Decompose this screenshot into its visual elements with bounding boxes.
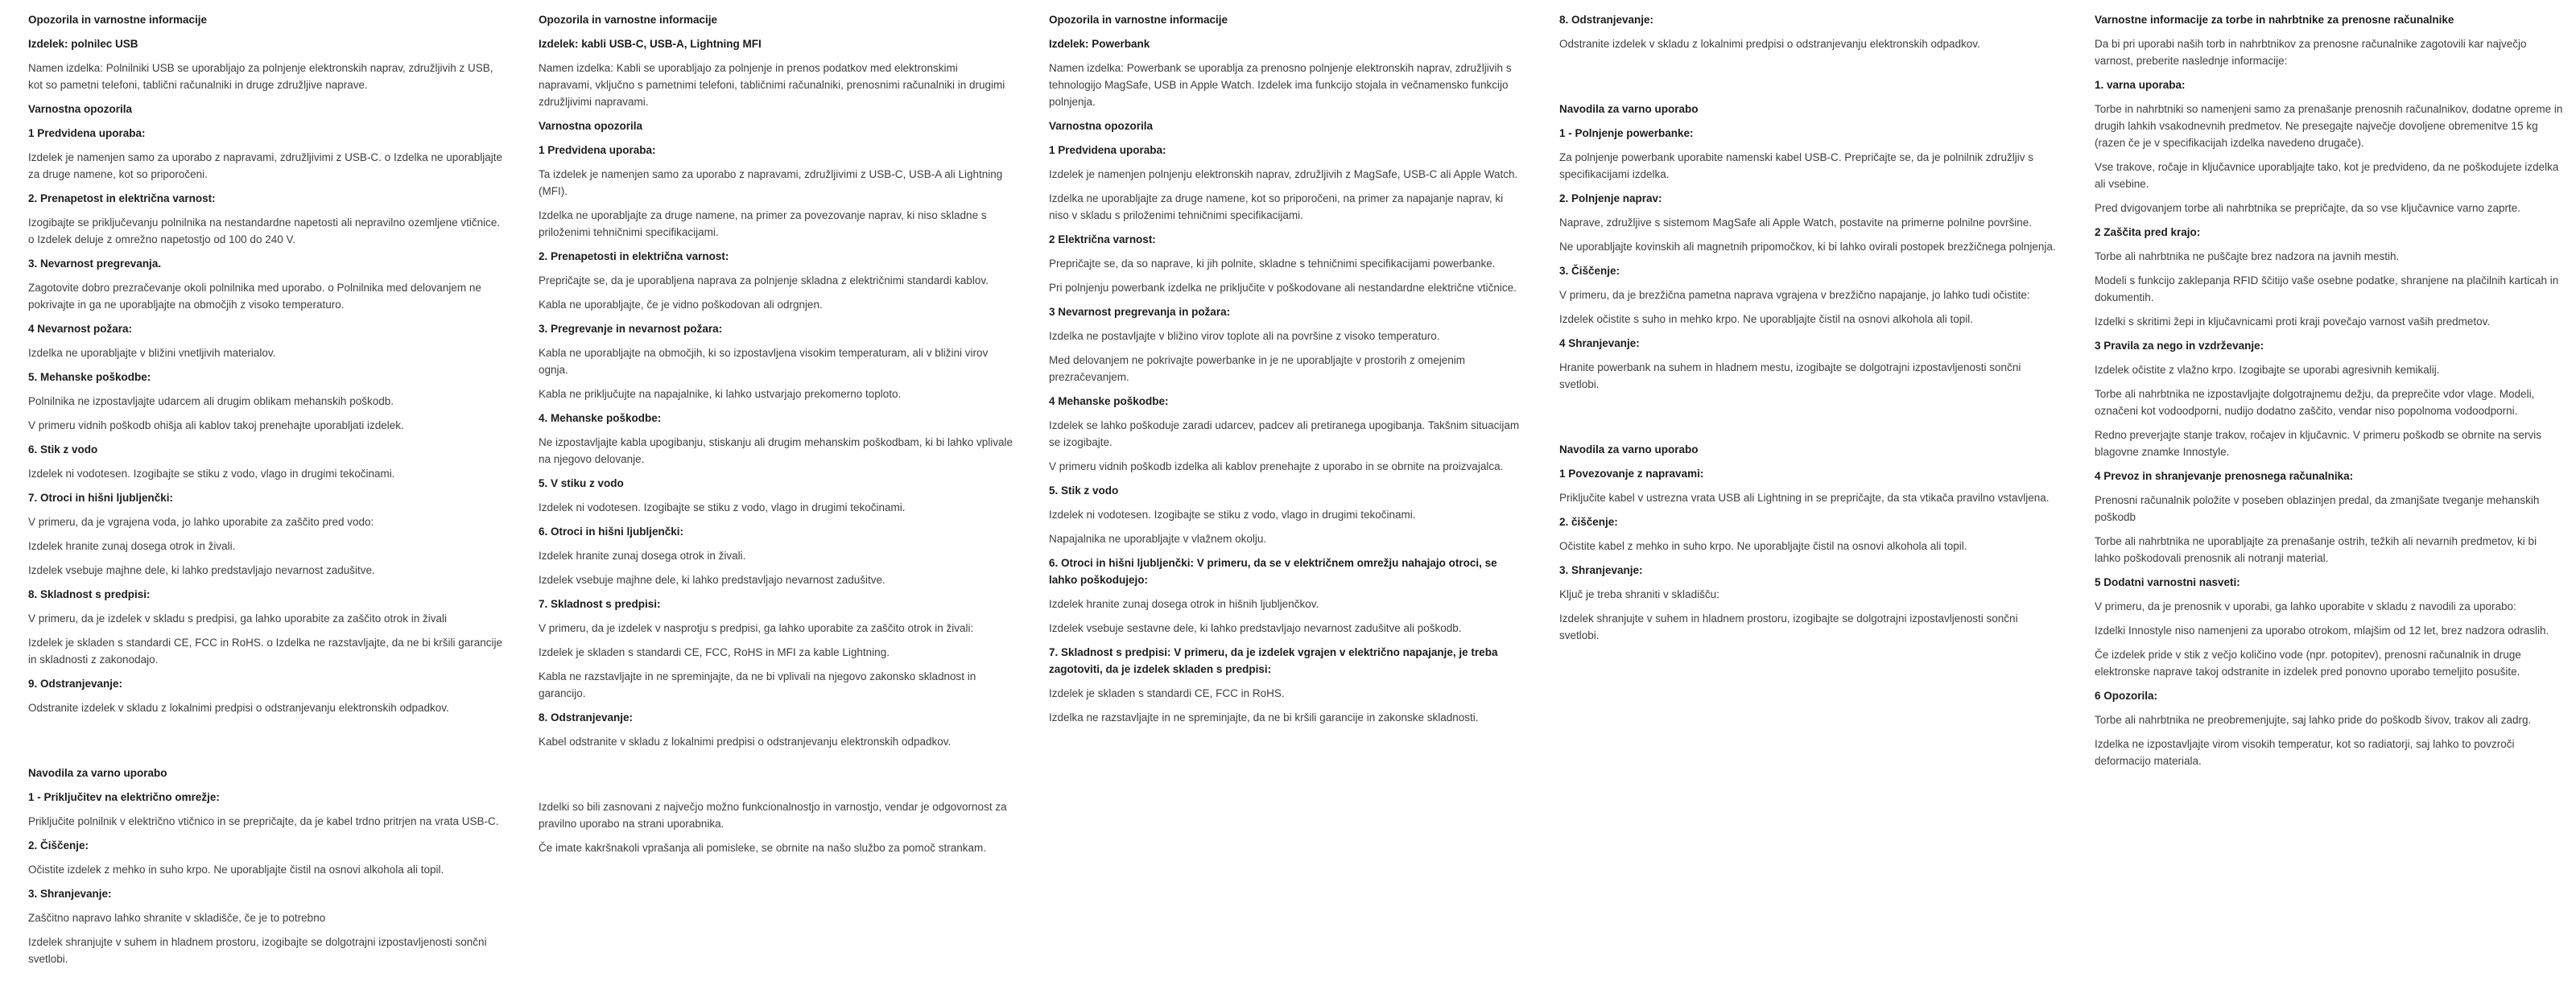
paragraph: Zaščitno napravo lahko shranite v skladišče, če je to potrebno xyxy=(28,912,326,924)
section-heading: 3 Nevarnost pregrevanja in požara: xyxy=(1049,306,1231,318)
section-heading: 4 Shranjevanje: xyxy=(1559,337,1640,349)
section-heading: Navodila za varno uporabo xyxy=(1559,443,1699,456)
paragraph: Izdelek je namenjen polnjenju elektronskih naprav, združljivih z MagSafe, USB-C ali Apple Watch. xyxy=(1049,168,1518,180)
paragraph: Namen izdelka: Powerbank se uporablja za prenosno polnjenje elektronskih naprav, združljivih s tehnologijo MagSafe, USB in Apple Watch. Izdelek ima funkcijo stojala in večnamensko funkcijo polnjenja. xyxy=(1049,62,1512,108)
paragraph: Naprave, združljive s sistemom MagSafe ali Apple Watch, postavite na primerne polnilne površine. xyxy=(1559,216,2033,229)
section-heading: 6. Stik z vodo xyxy=(28,443,98,456)
paragraph: V primeru, da je prenosnik v uporabi, ga lahko uporabite v skladu z navodili za uporabo: xyxy=(2095,600,2516,612)
paragraph: Izdelka ne postavljajte v bližino virov toplote ali na površine z visoko temperaturo. xyxy=(1049,330,1440,342)
section-heading: 5. Mehanske poškodbe: xyxy=(28,371,151,383)
section-heading: Varnostna opozorila xyxy=(1049,120,1154,132)
paragraph: Izdelek hranite zunaj dosega otrok in hišnih ljubljenčkov. xyxy=(1049,598,1319,610)
section-heading: 8. Odstranjevanje: xyxy=(539,711,634,724)
paragraph: Če izdelek pride v stik z večjo količino vode (npr. potopitev), prenosni računalnik in druge elektronske naprave takoj odstranite in izdelek pred ponovno uporabo temeljito posušite. xyxy=(2095,649,2521,678)
section-heading: 1 Predvidena uporaba: xyxy=(539,144,656,156)
section-heading: 5. Stik z vodo xyxy=(1049,484,1119,497)
paragraph: Izdelek vsebuje sestavne dele, ki lahko predstavljajo nevarnost zadušitve ali poškodb. xyxy=(1049,622,1462,634)
column-cables xyxy=(539,11,1014,864)
section-heading: 9. Odstranjevanje: xyxy=(28,678,123,690)
paragraph: Izdelek se lahko poškoduje zaradi udarcev, padcev ali pretiranega upogibanja. Takšnim situacijam se izogibajte. xyxy=(1049,419,1520,448)
section-heading: 3. Shranjevanje: xyxy=(28,888,112,900)
paragraph: Izdelek ni vodotesen. Izogibajte se stiku z vodo, vlago in drugimi tekočinami. xyxy=(1049,509,1416,521)
paragraph: Izdelek shranjujte v suhem in hladnem prostoru, izogibajte se dolgotrajni izpostavljenosti sončni svetlobi. xyxy=(28,936,487,965)
section-heading: 8. Odstranjevanje: xyxy=(1559,14,1654,26)
column-powerbank xyxy=(1049,11,1525,733)
paragraph: Kabla ne razstavljajte in ne spreminjajte, da ne bi vplivali na njegovo zakonsko skladnost in garancijo. xyxy=(539,670,976,699)
paragraph: Izdelek shranjujte v suhem in hladnem prostoru, izogibajte se dolgotrajni izpostavljenosti sončni svetlobi. xyxy=(1559,612,2018,641)
section-heading: 2. Prenapetost in električna varnost: xyxy=(28,192,216,204)
paragraph: Kabla ne uporabljajte, če je vidno poškodovan ali odrgnjen. xyxy=(539,299,823,311)
section-heading: 7. Otroci in hišni ljubljenčki: xyxy=(28,492,174,504)
section-heading: 4 Mehanske poškodbe: xyxy=(1049,395,1169,407)
paragraph: Prepričajte se, da je uporabljena naprava za polnjenje skladna z električnimi standardi kablov. xyxy=(539,274,989,287)
section-heading: Izdelek: polnilec USB xyxy=(28,38,138,50)
paragraph: V primeru, da je izdelek v skladu s predpisi, ga lahko uporabite za zaščito otrok in živali xyxy=(28,612,448,625)
paragraph: Namen izdelka: Polnilniki USB se uporabljajo za polnjenje elektronskih naprav, združljivih z USB, kot so pametni telefoni, tablični računalniki in druge združljive naprave. xyxy=(28,62,493,91)
paragraph: Ne izpostavljajte kabla upogibanju, stiskanju ali drugim mehanskim poškodbam, ki bi lahko vplivale na njegovo delovanje. xyxy=(539,436,1013,465)
paragraph: Priključite polnilnik v električno vtičnico in se prepričajte, da je kabel trdno pritrjen na vrata USB-C. xyxy=(28,815,499,827)
section-heading: 3 Pravila za nego in vzdrževanje: xyxy=(2095,340,2264,352)
paragraph: Izdelka ne izpostavljajte virom visokih temperatur, kot so radiatorji, saj lahko to povzroči deformacijo materiala. xyxy=(2095,738,2515,767)
paragraph: Izdelek hranite zunaj dosega otrok in živali. xyxy=(28,540,236,552)
section-heading: Opozorila in varnostne informacije xyxy=(539,14,718,26)
section-heading: 6 Opozorila: xyxy=(2095,690,2158,702)
paragraph: Torbe ali nahrbtnika ne izpostavljajte dolgotrajnemu dežju, da preprečite vdor vlage. Modeli, označeni kot vodoodporni, nudijo dodatno zaščito, vendar niso popolnoma vodoodporni. xyxy=(2095,388,2535,417)
paragraph: Izdelek hranite zunaj dosega otrok in živali. xyxy=(539,550,746,562)
paragraph: Redno preverjajte stanje trakov, ročajev in ključavnic. V primeru poškodb se obrnite na servis blagovne znamke Innostyle. xyxy=(2095,429,2542,458)
paragraph: Torbe in nahrbtniki so namenjeni samo za prenašanje prenosnih računalnikov, dodatne opreme in drugih lahkih vsakodnevnih predmetov. Ne presegajte največje dovoljene obremenitve 15 kg (razen če je v specifikacijah izdelka navedeno drugače). xyxy=(2095,103,2563,149)
paragraph: Odstranite izdelek v skladu z lokalnimi predpisi o odstranjevanju elektronskih odpadkov. xyxy=(28,702,449,714)
section-heading: 3. Nevarnost pregrevanja. xyxy=(28,258,162,270)
paragraph: Prenosni računalnik položite v poseben oblazinjen predal, da zmanjšate tveganje mehanskih poškodb xyxy=(2095,494,2540,523)
section-heading: 1 Predvidena uporaba: xyxy=(1049,144,1166,156)
paragraph: Modeli s funkcijo zaklepanja RFID ščitijo vaše osebne podatke, shranjene na plačilnih karticah in dokumentih. xyxy=(2095,274,2559,303)
paragraph: V primeru, da je brezžična pametna naprava vgrajena v brezžično napajanje, jo lahko tudi očistite: xyxy=(1559,289,2030,301)
paragraph: V primeru vidnih poškodb ohišja ali kablov takoj prenehajte uporabljati izdelek. xyxy=(28,419,404,431)
section-heading: 1 Predvidena uporaba: xyxy=(28,127,146,139)
section-heading: 3. Čiščenje: xyxy=(1559,265,1620,277)
paragraph: Izdelki Innostyle niso namenjeni za uporabo otrokom, mlajšim od 12 let, brez nadzora odraslih. xyxy=(2095,625,2549,637)
paragraph: Izdelek je skladen s standardi CE, FCC, RoHS in MFI za kable Lightning. xyxy=(539,646,890,658)
section-heading: Izdelek: Powerbank xyxy=(1049,38,1150,50)
section-heading: 2 Električna varnost: xyxy=(1049,233,1156,245)
column-laptop-bags xyxy=(2095,11,2566,777)
section-heading: Varnostna opozorila xyxy=(539,120,643,132)
paragraph: Kabla ne uporabljajte na območjih, ki so izpostavljena visokim temperaturam, ali v bližini virov ognja. xyxy=(539,347,989,376)
paragraph: Namen izdelka: Kabli se uporabljajo za polnjenje in prenos podatkov med elektronskimi napravami, vključno s pametnimi telefoni, tabličnimi računalniki, prenosnimi računalniki in drugimi združljivimi napravami. xyxy=(539,62,1005,108)
paragraph: V primeru vidnih poškodb izdelka ali kablov prenehajte z uporabo in se obrnite na proizvajalca. xyxy=(1049,460,1504,472)
paragraph: Izdelka ne uporabljajte za druge namene, kot so priporočeni, na primer za napajanje naprav, ki niso v skladu s priloženimi tehničnimi specifikacijami. xyxy=(1049,192,1504,221)
paragraph: Odstranite izdelek v skladu z lokalnimi predpisi o odstranjevanju elektronskih odpadkov. xyxy=(1559,38,1980,50)
paragraph: V primeru, da je vgrajena voda, jo lahko uporabite za zaščito pred vodo: xyxy=(28,516,374,528)
paragraph: Med delovanjem ne pokrivajte powerbanke in je ne uporabljajte v prostorih z omejenim prezračevanjem. xyxy=(1049,354,1466,383)
column-powerbank-usage xyxy=(1559,11,2060,651)
section-heading: Opozorila in varnostne informacije xyxy=(1049,14,1228,26)
paragraph: Napajalnika ne uporabljajte v vlažnem okolju. xyxy=(1049,533,1267,545)
paragraph: Izdelek ni vodotesen. Izogibajte se stiku z vodo, vlago in drugimi tekočinami. xyxy=(539,501,906,513)
section-heading: Varnostne informacije za torbe in nahrbtnike za prenosne računalnike xyxy=(2095,14,2454,26)
section-heading: 2. Polnjenje naprav: xyxy=(1559,192,1662,204)
paragraph: Ta izdelek je namenjen samo za uporabo z napravami, združljivimi z USB-C, USB-A ali Lightning (MFI). xyxy=(539,168,1003,197)
paragraph: Torbe ali nahrbtnika ne puščajte brez nadzora na javnih mestih. xyxy=(2095,250,2400,262)
section-heading: Izdelek: kabli USB-C, USB-A, Lightning MFI xyxy=(539,38,762,50)
paragraph: Izdelek vsebuje majhne dele, ki lahko predstavljajo nevarnost zadušitve. xyxy=(28,564,375,576)
paragraph: Izdelka ne uporabljajte v bližini vnetljivih materialov. xyxy=(28,347,276,359)
section-heading: 5. V stiku z vodo xyxy=(539,477,624,489)
paragraph: Izdelek ni vodotesen. Izogibajte se stiku z vodo, vlago in drugimi tekočinami. xyxy=(28,468,395,480)
paragraph: Hranite powerbank na suhem in hladnem mestu, izogibajte se dolgotrajni izpostavljenosti sončni svetlobi. xyxy=(1559,361,2021,390)
section-heading: 3. Shranjevanje: xyxy=(1559,564,1643,576)
paragraph: Očistite kabel z mehko in suho krpo. Ne uporabljajte čistil na osnovi alkohola ali topil. xyxy=(1559,540,1967,552)
section-heading: Varnostna opozorila xyxy=(28,103,133,115)
section-heading: 5 Dodatni varnostni nasveti: xyxy=(2095,576,2240,588)
paragraph: Izogibajte se priključevanju polnilnika na nestandardne napetosti ali nepravilno ozemljene vtičnice. o Izdelek deluje z omrežno napetostjo od 100 do 240 V. xyxy=(28,216,501,245)
paragraph: Izdelka ne razstavljajte in ne spreminjajte, da ne bi kršili garancije in zakonske skladnosti. xyxy=(1049,711,1479,724)
paragraph: Pred dvigovanjem torbe ali nahrbtnika se prepričajte, da so vse ključavnice varno zaprte. xyxy=(2095,202,2521,214)
paragraph: Če imate kakršnakoli vprašanja ali pomisleke, se obrnite na našo službo za pomoč strankam. xyxy=(539,842,987,854)
paragraph: Izdelek vsebuje majhne dele, ki lahko predstavljajo nevarnost zadušitve. xyxy=(539,574,886,586)
paragraph: Polnilnika ne izpostavljajte udarcem ali drugim oblikam mehanskih poškodb. xyxy=(28,395,394,407)
paragraph: Pri polnjenju powerbank izdelka ne priključite v poškodovane ali nestandardne električne vtičnice. xyxy=(1049,282,1517,294)
paragraph: Torbe ali nahrbtnika ne preobremenjujte, saj lahko pride do poškodb šivov, trakov ali zadrg. xyxy=(2095,714,2532,726)
paragraph: Izdelek očistite z vlažno krpo. Izogibajte se uporabi agresivnih kemikalij. xyxy=(2095,364,2440,376)
section-heading: 6. Otroci in hišni ljubljenčki: V primeru, da se v električnem omrežju nahajajo otroci, se lahko poškodujejo: xyxy=(1049,557,1497,586)
section-heading: 8. Skladnost s predpisi: xyxy=(28,588,151,600)
paragraph: Izdelek je skladen s standardi CE, FCC in RoHS. o Izdelka ne razstavljajte, da ne bi kršili garancije in skladnosti z zakonodajo. xyxy=(28,637,503,666)
section-heading: 1 Povezovanje z napravami: xyxy=(1559,468,1704,480)
section-heading: 7. Skladnost s predpisi: xyxy=(539,598,661,610)
paragraph: Vse trakove, ročaje in ključavnice uporabljajte tako, kot je predvideno, da ne poškodujete izdelka ali vsebine. xyxy=(2095,161,2559,190)
section-heading: 1 - Polnjenje powerbanke: xyxy=(1559,127,1694,139)
section-heading: 1 - Priključitev na električno omrežje: xyxy=(28,791,220,803)
paragraph: Izdelek je skladen s standardi CE, FCC in RoHS. xyxy=(1049,687,1285,699)
paragraph: Prepričajte se, da so naprave, ki jih polnite, skladne s tehničnimi specifikacijami powerbanke. xyxy=(1049,258,1496,270)
paragraph: Za polnjenje powerbank uporabite namenski kabel USB-C. Prepričajte se, da je polnilnik združljiv s specifikacijami izdelka. xyxy=(1559,151,2034,180)
paragraph: Torbe ali nahrbtnika ne uporabljajte za prenašanje ostrih, težkih ali nevarnih predmetov, ki bi lahko poškodovali prenosnik ali notranji material. xyxy=(2095,535,2537,564)
paragraph: Izdelki so bili zasnovani z največjo možno funkcionalnostjo in varnostjo, vendar je odgovornost za pravilno uporabo na strani uporabnika. xyxy=(539,801,1007,830)
paragraph: V primeru, da je izdelek v nasprotju s predpisi, ga lahko uporabite za zaščito otrok in živali: xyxy=(539,622,974,634)
section-heading: Navodila za varno uporabo xyxy=(28,767,167,779)
paragraph: Očistite izdelek z mehko in suho krpo. Ne uporabljajte čistil na osnovi alkohola ali topil. xyxy=(28,864,444,876)
section-heading: Navodila za varno uporabo xyxy=(1559,103,1699,115)
paragraph: Izdelek očistite s suho in mehko krpo. Ne uporabljajte čistil na osnovi alkohola ali topil. xyxy=(1559,313,1974,325)
section-heading: 4 Prevoz in shranjevanje prenosnega računalnika: xyxy=(2095,470,2354,482)
section-heading: 6. Otroci in hišni ljubljenčki: xyxy=(539,526,684,538)
section-heading: 2. čiščenje: xyxy=(1559,516,1618,528)
section-heading: 4. Mehanske poškodbe: xyxy=(539,412,662,424)
section-heading: 2. Prenapetosti in električna varnost: xyxy=(539,250,729,262)
paragraph: Kabel odstranite v skladu z lokalnimi predpisi o odstranjevanju elektronskih odpadkov. xyxy=(539,736,952,748)
paragraph: Izdelek je namenjen samo za uporabo z napravami, združljivimi z USB-C. o Izdelka ne uporabljajte za druge namene, kot so priporočeni. xyxy=(28,151,503,180)
paragraph: Ne uporabljajte kovinskih ali magnetnih pripomočkov, ki bi lahko ovirali postopek brezžičnega polnjenja. xyxy=(1559,241,2056,253)
paragraph: Ključ je treba shraniti v skladišču: xyxy=(1559,588,1719,600)
column-usb-charger xyxy=(28,11,504,975)
paragraph: Da bi pri uporabi naših torb in nahrbtnikov za prenosne računalnike zagotovili kar največjo varnost, preberite naslednje informacije: xyxy=(2095,38,2527,67)
paragraph: Priključite kabel v ustrezna vrata USB ali Lightning in se prepričajte, da sta vtikača pravilno vstavljena. xyxy=(1559,492,2050,504)
section-heading: 7. Skladnost s predpisi: V primeru, da je izdelek vgrajen v električno napajanje, je treba zagotoviti, da je izdelek skladen s predpisi: xyxy=(1049,646,1498,675)
paragraph: Izdelki s skritimi žepi in ključavnicami proti kraji povečajo varnost vaših predmetov. xyxy=(2095,315,2491,328)
paragraph: Izdelka ne uporabljajte za druge namene, na primer za povezovanje naprav, ki niso skladne s priloženimi tehničnimi specifikacijami. xyxy=(539,209,987,238)
paragraph: Zagotovite dobro prezračevanje okoli polnilnika med uporabo. o Polnilnika med delovanjem ne pokrivajte in ga ne uporabljajte na območjih z visoko temperaturo. xyxy=(28,282,481,311)
section-heading: 1. varna uporaba: xyxy=(2095,79,2186,91)
section-heading: 4 Nevarnost požara: xyxy=(28,323,133,335)
section-heading: 2 Zaščita pred krajo: xyxy=(2095,226,2201,238)
section-heading: 3. Pregrevanje in nevarnost požara: xyxy=(539,323,723,335)
paragraph: Kabla ne priključujte na napajalnike, ki lahko ustvarjajo prekomerno toploto. xyxy=(539,388,902,400)
section-heading: 2. Čiščenje: xyxy=(28,839,89,851)
section-heading: Opozorila in varnostne informacije xyxy=(28,14,208,26)
